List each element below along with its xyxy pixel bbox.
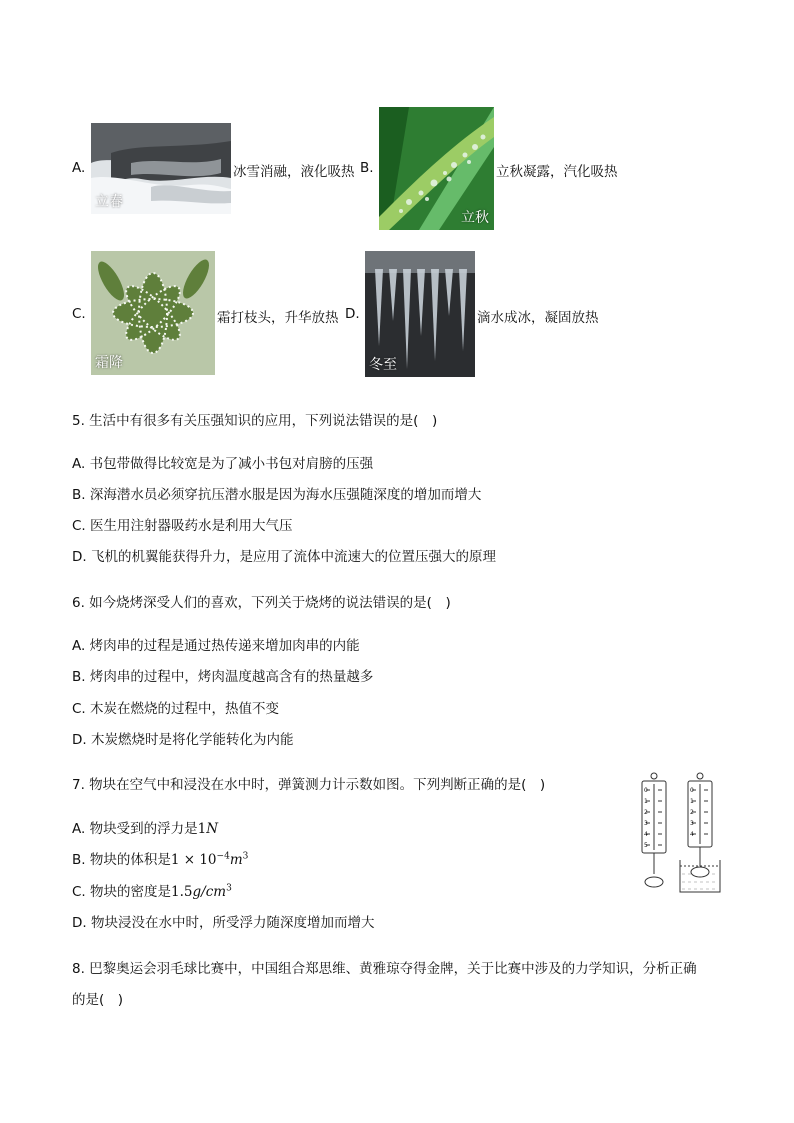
left-scale-labels: 0 1 2 3 4 5: [644, 787, 648, 849]
option-b-text: 立秋凝露，汽化吸热: [496, 164, 618, 180]
option-a-text: 冰雪消融，液化吸热: [233, 164, 355, 180]
option-b-letter: B.: [360, 160, 374, 176]
question-6-option-c: C. 木炭在燃烧的过程中，热值不变: [72, 701, 280, 717]
dew-leaf-photo: [379, 107, 494, 230]
image-caption: 立春: [95, 194, 123, 210]
question-8-stem-line1: 8. 巴黎奥运会羽毛球比赛中，中国组合郑思维、黄雅琼夺得金牌，关于比赛中涉及的力学知识，分析正确: [72, 961, 697, 977]
question-6-option-b: B. 烤肉串的过程中，烤肉温度越高含有的热量越多: [72, 669, 374, 685]
question-7-option-a: A. 物块受到的浮力是1N: [72, 821, 218, 837]
question-5-option-d: D. 飞机的机翼能获得升力，是应用了流体中流速大的位置压强大的原理: [72, 549, 496, 565]
question-7-option-c: C. 物块的密度是$1.5g/cm^3$: [72, 883, 232, 900]
icicles-photo: [365, 251, 475, 377]
question-6-stem: 6. 如今烧烤深受人们的喜欢，下列关于烧烤的说法错误的是( ): [72, 595, 451, 611]
image-caption: 立秋: [461, 210, 489, 226]
spring-scale-figure: [632, 770, 724, 896]
question-6-option-d: D. 木炭燃烧时是将化学能转化为内能: [72, 732, 294, 748]
question-5-stem: 5. 生活中有很多有关压强知识的应用，下列说法错误的是( ): [72, 413, 438, 429]
question-7-option-d: D. 物块浸没在水中时，所受浮力随深度增加而增大: [72, 915, 375, 931]
option-d-letter: D.: [345, 306, 360, 322]
right-scale-labels: 0 1 2 3 4: [690, 787, 694, 838]
frost-plant-photo: [91, 251, 215, 375]
question-7-option-b: B. 物块的体积是$1 \times 10^{-4}m^3$: [72, 851, 249, 868]
option-d-text: 滴水成冰，凝固放热: [477, 310, 599, 326]
question-5-option-a: A. 书包带做得比较宽是为了减小书包对肩膀的压强: [72, 456, 374, 472]
option-a-letter: A.: [72, 160, 86, 176]
question-7-stem: 7. 物块在空气中和浸没在水中时，弹簧测力计示数如图。下列判断正确的是( ): [72, 777, 546, 793]
image-caption: 冬至: [369, 357, 397, 373]
question-5-option-c: C. 医生用注射器吸药水是利用大气压: [72, 518, 293, 534]
snow-melting-photo: [91, 123, 231, 214]
image-caption: 霜降: [95, 355, 123, 371]
question-6-option-a: A. 烤肉串的过程是通过热传递来增加肉串的内能: [72, 638, 360, 654]
option-c-letter: C.: [72, 306, 86, 322]
option-c-text: 霜打枝头，升华放热: [217, 310, 339, 326]
question-5-option-b: B. 深海潜水员必须穿抗压潜水服是因为海水压强随深度的增加而增大: [72, 487, 482, 503]
question-8-stem-line2: 的是( ): [72, 992, 124, 1008]
